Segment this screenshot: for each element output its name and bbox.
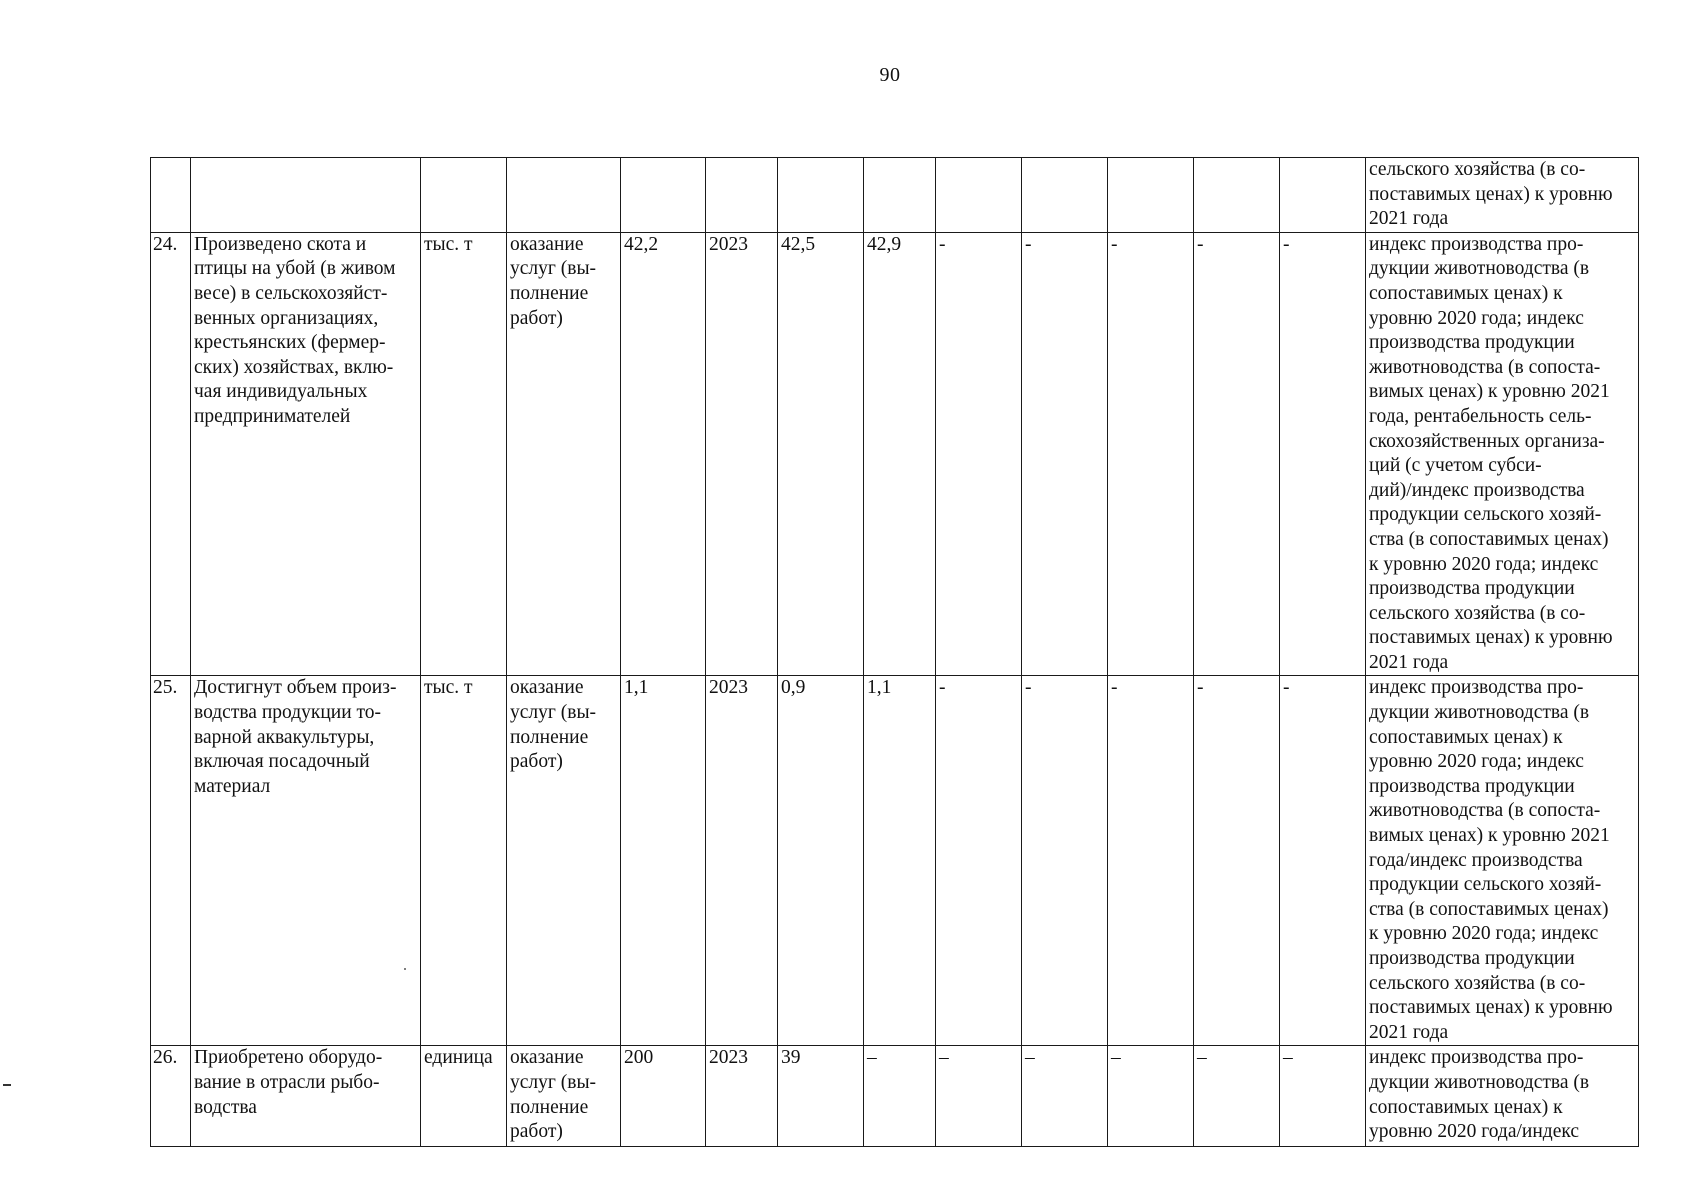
- page-number: 90: [879, 64, 901, 86]
- value-cell: [1022, 158, 1108, 233]
- result-type: оказание услуг (вы- полнение работ): [507, 1046, 621, 1147]
- base-year: 2023: [706, 1046, 778, 1147]
- indicators-table: [150, 157, 1639, 1147]
- value-cell: 42,5: [778, 232, 864, 676]
- value-cell: -: [936, 676, 1022, 1046]
- unit-of-measure: тыс. т: [421, 676, 507, 1046]
- value-cell: [936, 158, 1022, 233]
- base-year: 2023: [706, 232, 778, 676]
- value-cell: –: [1280, 1046, 1366, 1147]
- value-cell: -: [1280, 676, 1366, 1046]
- row-number: 26.: [151, 1046, 191, 1147]
- row-number: 24.: [151, 232, 191, 676]
- linked-indicator: индекс производства про- дукции животноводства (в сопоставимых ценах) к уровню 2020 года; индекс производства продукции животноводства (в сопоста- вимых ценах) к уровню 2021 года/индекс производства продукции сельского хозяй- ства (в сопоставимых ценах) к уровню 2020 года; индекс производства продукции сельского хозяйства (в со- поставимых ценах) к уровню 2021 года: [1366, 676, 1639, 1046]
- value-cell: [864, 158, 936, 233]
- base-value: 1,1: [621, 676, 706, 1046]
- base-value: 42,2: [621, 232, 706, 676]
- row-number: 25.: [151, 676, 191, 1046]
- unit-of-measure: тыс. т: [421, 232, 507, 676]
- value-cell: [1108, 158, 1194, 233]
- base-value: [621, 158, 706, 233]
- row-number: [151, 158, 191, 233]
- indicator-name: [191, 158, 421, 233]
- value-cell: –: [864, 1046, 936, 1147]
- base-year: 2023: [706, 676, 778, 1046]
- value-cell: [778, 158, 864, 233]
- linked-indicator: сельского хозяйства (в со- поставимых ценах) к уровню 2021 года: [1366, 158, 1639, 233]
- result-type: оказание услуг (вы- полнение работ): [507, 676, 621, 1046]
- value-cell: -: [1108, 676, 1194, 1046]
- value-cell: 39: [778, 1046, 864, 1147]
- unit-of-measure: [421, 158, 507, 233]
- linked-indicator: индекс производства про- дукции животноводства (в сопоставимых ценах) к уровню 2020 года/индекс: [1366, 1046, 1639, 1147]
- scan-artifact-mark: [3, 1084, 11, 1086]
- unit-of-measure: единица: [421, 1046, 507, 1147]
- table-row: [151, 232, 1639, 676]
- base-year: [706, 158, 778, 233]
- table-row: [151, 158, 1639, 233]
- indicator-name: Произведено скота и птицы на убой (в живом весе) в сельскохозяйст- венных организациях, крестьянских (фермер- ских) хозяйствах, вклю- чая индивидуальных предпринимателей: [191, 232, 421, 676]
- value-cell: -: [1194, 232, 1280, 676]
- table-row: [151, 1046, 1639, 1147]
- value-cell: -: [1108, 232, 1194, 676]
- indicator-name: Приобретено оборудо- вание в отрасли рыбо- водства: [191, 1046, 421, 1147]
- value-cell: -: [1022, 676, 1108, 1046]
- value-cell: [1194, 158, 1280, 233]
- scan-artifact-dot: [404, 968, 406, 970]
- result-type: [507, 158, 621, 233]
- value-cell: 1,1: [864, 676, 936, 1046]
- base-value: 200: [621, 1046, 706, 1147]
- value-cell: –: [1108, 1046, 1194, 1147]
- value-cell: -: [1280, 232, 1366, 676]
- value-cell: 42,9: [864, 232, 936, 676]
- value-cell: 0,9: [778, 676, 864, 1046]
- value-cell: -: [936, 232, 1022, 676]
- value-cell: [1280, 158, 1366, 233]
- indicator-name: Достигнут объем произ- водства продукции то- варной аквакультуры, включая посадочный материал: [191, 676, 421, 1046]
- value-cell: -: [1022, 232, 1108, 676]
- linked-indicator: индекс производства про- дукции животноводства (в сопоставимых ценах) к уровню 2020 года; индекс производства продукции животноводства (в сопоста- вимых ценах) к уровню 2021 года, рентабельность сель- скохозяйственных организа- ций (с учетом субси- дий)/индекс производства продукции сельского хозяй- ства (в сопоставимых ценах) к уровню 2020 года; индекс производства продукции сельского хозяйства (в со- поставимых ценах) к уровню 2021 года: [1366, 232, 1639, 676]
- table-row: [151, 676, 1639, 1046]
- value-cell: –: [1022, 1046, 1108, 1147]
- value-cell: –: [936, 1046, 1022, 1147]
- value-cell: –: [1194, 1046, 1280, 1147]
- value-cell: -: [1194, 676, 1280, 1046]
- result-type: оказание услуг (вы- полнение работ): [507, 232, 621, 676]
